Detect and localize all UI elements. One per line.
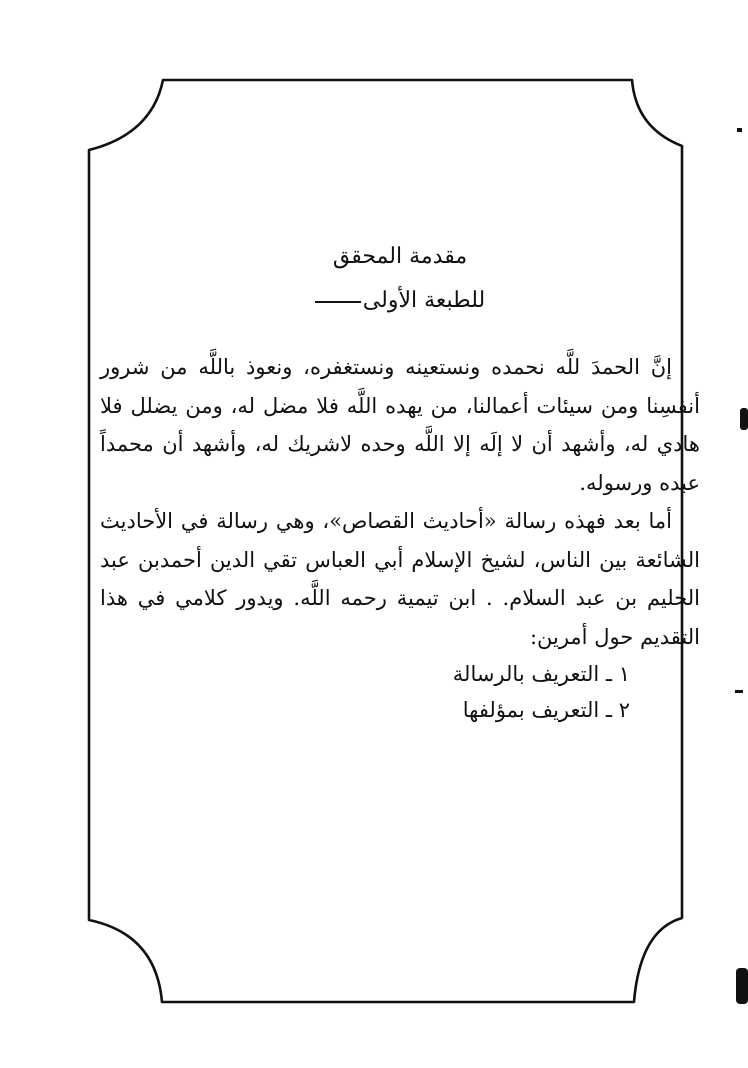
paragraph-opening-praise: إنَّ الحمدَ للَّه نحمده ونستعينه ونستغفره، ونعوذ باللَّه من شرور أنفسِنا ومن سيئات أعمالنا، من يهده اللَّه فلا مضل له، ومن يضلل فلا هادي له، وأشهد أن لا إلَه إلا اللَّه وحده لاشريك له، وأشهد أن محمداً عبده ورسوله. [100, 355, 700, 495]
heading-subtitle [100, 284, 700, 318]
paragraph-about-treatise: أما بعد فهذه رسالة «أحاديث القصاص»، وهي رسالة في الأحاديث الشائعة بين الناس، لشيخ الإسلام أبي العباس تقي الدين أحمدبن عبد الحليم بن عبد السلام. . ابن تيمية رحمه اللَّه. ويدور كلامي في هذا التقديم حول أمرين: [100, 509, 700, 649]
list-item-2: ٢ ـ التعريف بمؤلفها [462, 698, 630, 722]
scan-mark-top [737, 128, 742, 132]
scan-mark-lower [735, 690, 743, 693]
scan-mark-middle [740, 408, 748, 430]
introduction-text-block [100, 240, 700, 728]
list-item-1: ١ ـ التعريف بالرسالة [452, 662, 630, 686]
scan-mark-bottom [736, 968, 748, 1004]
heading-title: مقدمة المحقق [332, 244, 468, 269]
subtitle-flourish [315, 301, 361, 303]
heading-subtitle-text: للطبعة الأولى [362, 288, 486, 313]
